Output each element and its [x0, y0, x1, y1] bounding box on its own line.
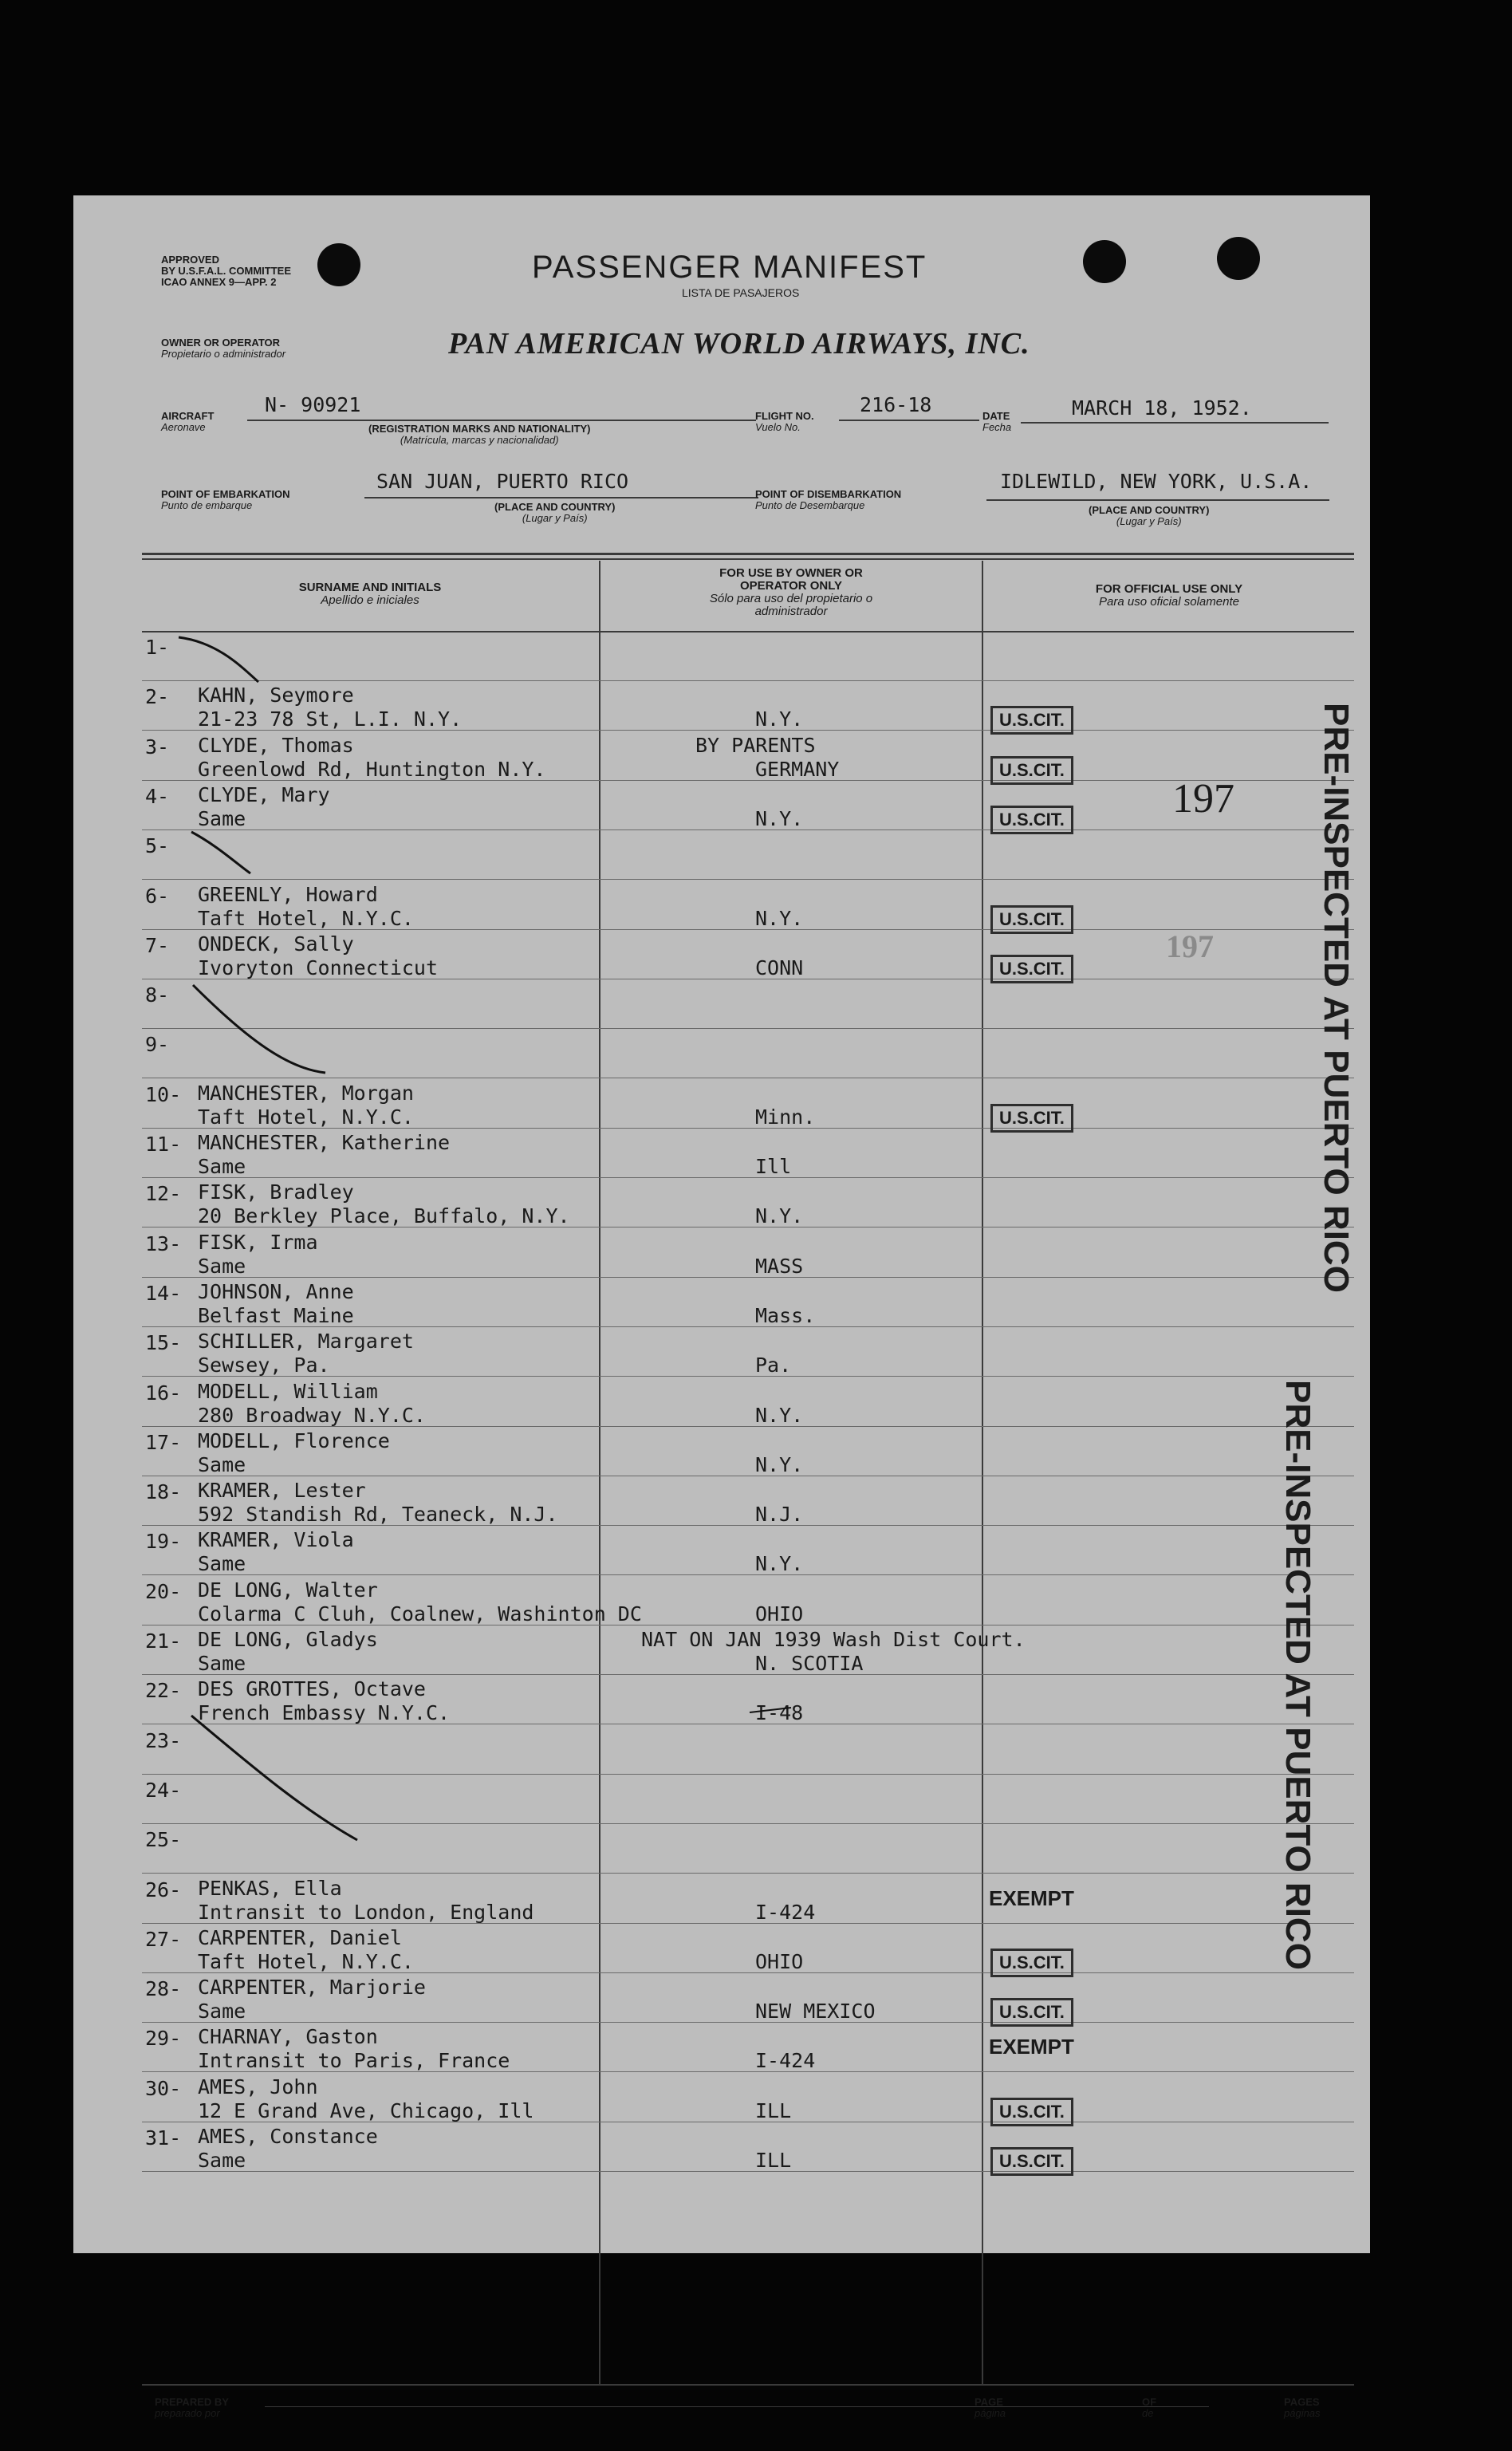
strike-i48 [750, 1708, 791, 1712]
operator-value: OHIO [755, 1602, 804, 1625]
page-title: PASSENGER MANIFEST [532, 250, 927, 285]
embark-place-note-text: (PLACE AND COUNTRY) [494, 501, 616, 513]
pre-inspected-stamp-2: PRE-INSPECTED AT PUERTO RICO [1278, 1380, 1317, 1970]
col-header-operator-text: FOR USE BY OWNER OR OPERATOR ONLY [719, 566, 863, 593]
row-number: 21- [145, 1629, 182, 1653]
aircraft-label: AIRCRAFT [161, 410, 215, 422]
prepared-by-block [155, 2397, 229, 2419]
passenger-address: Same [198, 2000, 246, 2023]
passenger-name: ONDECK, Sally [198, 932, 354, 956]
row-number: 24- [145, 1778, 182, 1802]
pages-label-es: páginas [1284, 2407, 1321, 2419]
prepared-by-es: preparado por [155, 2407, 220, 2419]
passenger-name: CARPENTER, Daniel [198, 1925, 402, 1949]
operator-note: BY PARENTS [695, 733, 816, 757]
passenger-name: MANCHESTER, Katherine [198, 1131, 451, 1154]
us-citizen-stamp: U.S.CIT. [990, 706, 1073, 735]
page-label-block [975, 2397, 1006, 2419]
count-annotation-2: 197 [1166, 928, 1214, 964]
row-number: 9- [145, 1033, 170, 1057]
passenger-address: 12 E Grand Ave, Chicago, Ill [198, 2098, 534, 2122]
of-label-es: de [1142, 2407, 1154, 2419]
operator-value: N.Y. [755, 1452, 804, 1476]
operator-value: N.J. [755, 1503, 804, 1527]
passenger-name: GREENLY, Howard [198, 882, 378, 906]
col-header-operator-es: Sólo para uso del propietario o administrador [709, 592, 873, 618]
page-label: PAGE [975, 2396, 1003, 2408]
cancel-stroke-rows-8-9 [193, 985, 325, 1073]
passenger-address: Intransit to Paris, France [198, 2049, 510, 2073]
passenger-address: Same [198, 2149, 246, 2172]
row-number: 8- [145, 983, 170, 1007]
passenger-name: CLYDE, Mary [198, 782, 330, 806]
count-annotation-1: 197 [1172, 776, 1234, 822]
us-citizen-stamp: U.S.CIT. [990, 2147, 1073, 2176]
passenger-address: Ivoryton Connecticut [198, 956, 439, 979]
owner-name: PAN AMERICAN WORLD AIRWAYS, INC. [448, 327, 1030, 361]
disembark-place-note-text: (PLACE AND COUNTRY) [1089, 504, 1210, 516]
row-number: 27- [145, 1927, 182, 1951]
aircraft-label-es: Aeronave [161, 421, 206, 433]
prepared-by-underline [265, 2406, 1038, 2407]
passenger-address: Taft Hotel, N.Y.C. [198, 906, 414, 930]
operator-value: Ill [755, 1155, 792, 1178]
passenger-address: Same [198, 806, 246, 830]
of-label: OF [1142, 2396, 1157, 2408]
passenger-address: Taft Hotel, N.Y.C. [198, 1105, 414, 1129]
row-number: 31- [145, 2126, 182, 2150]
cancel-stroke-row-1 [179, 637, 258, 682]
row-number: 3- [145, 735, 170, 759]
passenger-name: DE LONG, Walter [198, 1578, 378, 1602]
reg-note-text: (REGISTRATION MARKS AND NATIONALITY) [368, 423, 591, 435]
row-number: 18- [145, 1480, 182, 1504]
operator-value: MASS [755, 1254, 804, 1278]
row-number: 14- [145, 1281, 182, 1305]
col-header-official-text: FOR OFFICIAL USE ONLY [1095, 582, 1243, 596]
row-number: 22- [145, 1679, 182, 1703]
row-number: 1- [145, 636, 170, 659]
row-number: 20- [145, 1579, 182, 1603]
operator-value: ILL [755, 2098, 792, 2122]
col-header-name-text: SURNAME AND INITIALS [298, 581, 442, 594]
passenger-address: French Embassy N.Y.C. [198, 1701, 451, 1725]
operator-value: NEW MEXICO [755, 2000, 876, 2023]
passenger-name: KRAMER, Viola [198, 1528, 354, 1552]
us-citizen-stamp: U.S.CIT. [990, 955, 1073, 983]
passenger-address: 592 Standish Rd, Teaneck, N.J. [198, 1503, 558, 1527]
passenger-name: MODELL, Florence [198, 1428, 390, 1452]
row-number: 13- [145, 1231, 182, 1255]
cancel-strokes [73, 195, 1370, 2253]
row-number: 26- [145, 1878, 182, 1901]
us-citizen-stamp: U.S.CIT. [990, 1998, 1073, 2027]
operator-value: Mass. [755, 1303, 816, 1327]
row-number: 15- [145, 1331, 182, 1355]
passenger-name: DES GROTTES, Octave [198, 1677, 426, 1701]
passenger-name: CARPENTER, Marjorie [198, 1976, 426, 2000]
passenger-address: Taft Hotel, N.Y.C. [198, 1949, 414, 1973]
col-header-name-es: Apellido e iniciales [321, 593, 419, 607]
passenger-address: Same [198, 1452, 246, 1476]
cancel-stroke-row-5 [191, 832, 250, 873]
operator-value: N.Y. [755, 1403, 804, 1427]
row-number: 6- [145, 884, 170, 908]
operator-value: CONN [755, 956, 804, 979]
row-number: 11- [145, 1133, 182, 1156]
passenger-name: JOHNSON, Anne [198, 1279, 354, 1303]
disembark-place-note-es: (Lugar y País) [1116, 515, 1182, 527]
passenger-name: SCHILLER, Margaret [198, 1330, 414, 1354]
passenger-name: AMES, Constance [198, 2125, 378, 2148]
row-number: 7- [145, 933, 170, 957]
row-number: 29- [145, 2027, 182, 2051]
passenger-address: Same [198, 1652, 246, 1675]
of-label-block [1142, 2397, 1156, 2419]
passenger-address: 21-23 78 St, L.I. N.Y. [198, 707, 463, 731]
page-label-es: página [975, 2407, 1006, 2419]
us-citizen-stamp: U.S.CIT. [990, 2098, 1073, 2126]
passenger-address: 280 Broadway N.Y.C. [198, 1403, 426, 1427]
passenger-name: AMES, John [198, 2075, 318, 2098]
us-citizen-stamp: U.S.CIT. [990, 806, 1073, 834]
row-number: 19- [145, 1530, 182, 1554]
operator-value: OHIO [755, 1949, 804, 1973]
passenger-name: MANCHESTER, Morgan [198, 1081, 414, 1105]
passenger-address: 20 Berkley Place, Buffalo, N.Y. [198, 1204, 570, 1228]
operator-value: Pa. [755, 1354, 792, 1377]
passenger-name: FISK, Bradley [198, 1180, 354, 1204]
owner-label-es: Propietario o administrador [161, 348, 286, 360]
operator-value: N.Y. [755, 1204, 804, 1228]
row-number: 16- [145, 1381, 182, 1405]
row-number: 23- [145, 1728, 182, 1752]
us-citizen-stamp: U.S.CIT. [990, 1104, 1073, 1133]
operator-value: I-424 [755, 2049, 816, 2073]
passenger-name: DE LONG, Gladys [198, 1628, 378, 1651]
pages-label: PAGES [1284, 2396, 1320, 2408]
passenger-address: Same [198, 1254, 246, 1278]
embark-value: SAN JUAN, PUERTO RICO [376, 470, 629, 493]
us-citizen-stamp: U.S.CIT. [990, 1949, 1073, 1977]
embark-label-es: Punto de embarque [161, 499, 253, 511]
reg-note-es: (Matrícula, marcas y nacionalidad) [400, 434, 559, 446]
row-number: 30- [145, 2076, 182, 2100]
flight-value: 216-18 [860, 393, 932, 416]
pages-label-block [1284, 2397, 1321, 2419]
row-number: 10- [145, 1082, 182, 1106]
col-header-official-es: Para uso oficial solamente [1099, 595, 1239, 609]
passenger-address: Greenlowd Rd, Huntington N.Y. [198, 757, 546, 781]
icao-text: ICAO ANNEX 9—APP. 2 [161, 276, 277, 288]
operator-value: GERMANY [755, 757, 840, 781]
operator-value: ILL [755, 2149, 792, 2172]
operator-value: Minn. [755, 1105, 816, 1129]
manifest-sheet [73, 195, 1370, 2419]
disembark-value: IDLEWILD, NEW YORK, U.S.A. [1000, 470, 1313, 493]
pre-inspected-stamp-1: PRE-INSPECTED AT PUERTO RICO [1317, 703, 1356, 1293]
passenger-name: CHARNAY, Gaston [198, 2025, 378, 2049]
prepared-by-label: PREPARED BY [155, 2396, 229, 2408]
flight-label-es: Vuelo No. [755, 421, 801, 433]
passenger-name: FISK, Irma [198, 1230, 318, 1254]
passenger-address: Sewsey, Pa. [198, 1354, 330, 1377]
row-number: 12- [145, 1182, 182, 1206]
operator-value: I-424 [755, 1900, 816, 1924]
us-citizen-stamp: U.S.CIT. [990, 756, 1073, 785]
exempt-stamp: EXEMPT [989, 2035, 1074, 2059]
passenger-address: Colarma C Cluh, Coalnew, Washinton DC [198, 1602, 642, 1625]
exempt-stamp: EXEMPT [989, 1886, 1074, 1910]
operator-value: N.Y. [755, 906, 804, 930]
flight-label: FLIGHT NO. [755, 410, 814, 422]
disembark-label: POINT OF DISEMBARKATION [755, 488, 902, 500]
operator-value: N.Y. [755, 1552, 804, 1576]
row-number: 4- [145, 784, 170, 808]
passenger-name: MODELL, William [198, 1379, 378, 1403]
disembark-label-es: Punto de Desembarque [755, 499, 865, 511]
owner-label: OWNER OR OPERATOR [161, 337, 281, 349]
date-label: DATE [982, 410, 1010, 422]
cancel-stroke-rows-23-25 [191, 1716, 357, 1840]
passenger-address: Same [198, 1552, 246, 1576]
passenger-address: Belfast Maine [198, 1303, 354, 1327]
passenger-name: KAHN, Seymore [198, 684, 354, 707]
operator-value: I-48 [755, 1701, 804, 1725]
passenger-name: CLYDE, Thomas [198, 733, 354, 757]
footer-rule [142, 2384, 1354, 2386]
embark-place-note-es: (Lugar y País) [522, 512, 588, 524]
row-number: 5- [145, 834, 170, 858]
passenger-address: Intransit to London, England [198, 1900, 534, 1924]
operator-value: N.Y. [755, 707, 804, 731]
date-value: MARCH 18, 1952. [1072, 396, 1252, 420]
page-underline [1018, 2406, 1209, 2407]
approved-text: APPROVED [161, 254, 219, 266]
row-number: 25- [145, 1828, 182, 1852]
passenger-name: KRAMER, Lester [198, 1479, 366, 1503]
passenger-address: Same [198, 1155, 246, 1178]
us-citizen-stamp: U.S.CIT. [990, 905, 1073, 934]
row-number: 17- [145, 1430, 182, 1454]
embark-label: POINT OF EMBARKATION [161, 488, 290, 500]
approved-by-text: BY U.S.F.A.L. COMMITTEE [161, 265, 291, 277]
operator-note: NAT ON JAN 1939 Wash Dist Court. [641, 1628, 1026, 1651]
operator-value: N. SCOTIA [755, 1652, 864, 1675]
operator-value: N.Y. [755, 806, 804, 830]
aircraft-value: N- 90921 [265, 393, 361, 416]
date-label-es: Fecha [982, 421, 1012, 433]
passenger-name: PENKAS, Ella [198, 1876, 342, 1900]
page-subtitle: LISTA DE PASAJEROS [682, 286, 800, 299]
row-number: 28- [145, 1977, 182, 2001]
row-number: 2- [145, 685, 170, 709]
